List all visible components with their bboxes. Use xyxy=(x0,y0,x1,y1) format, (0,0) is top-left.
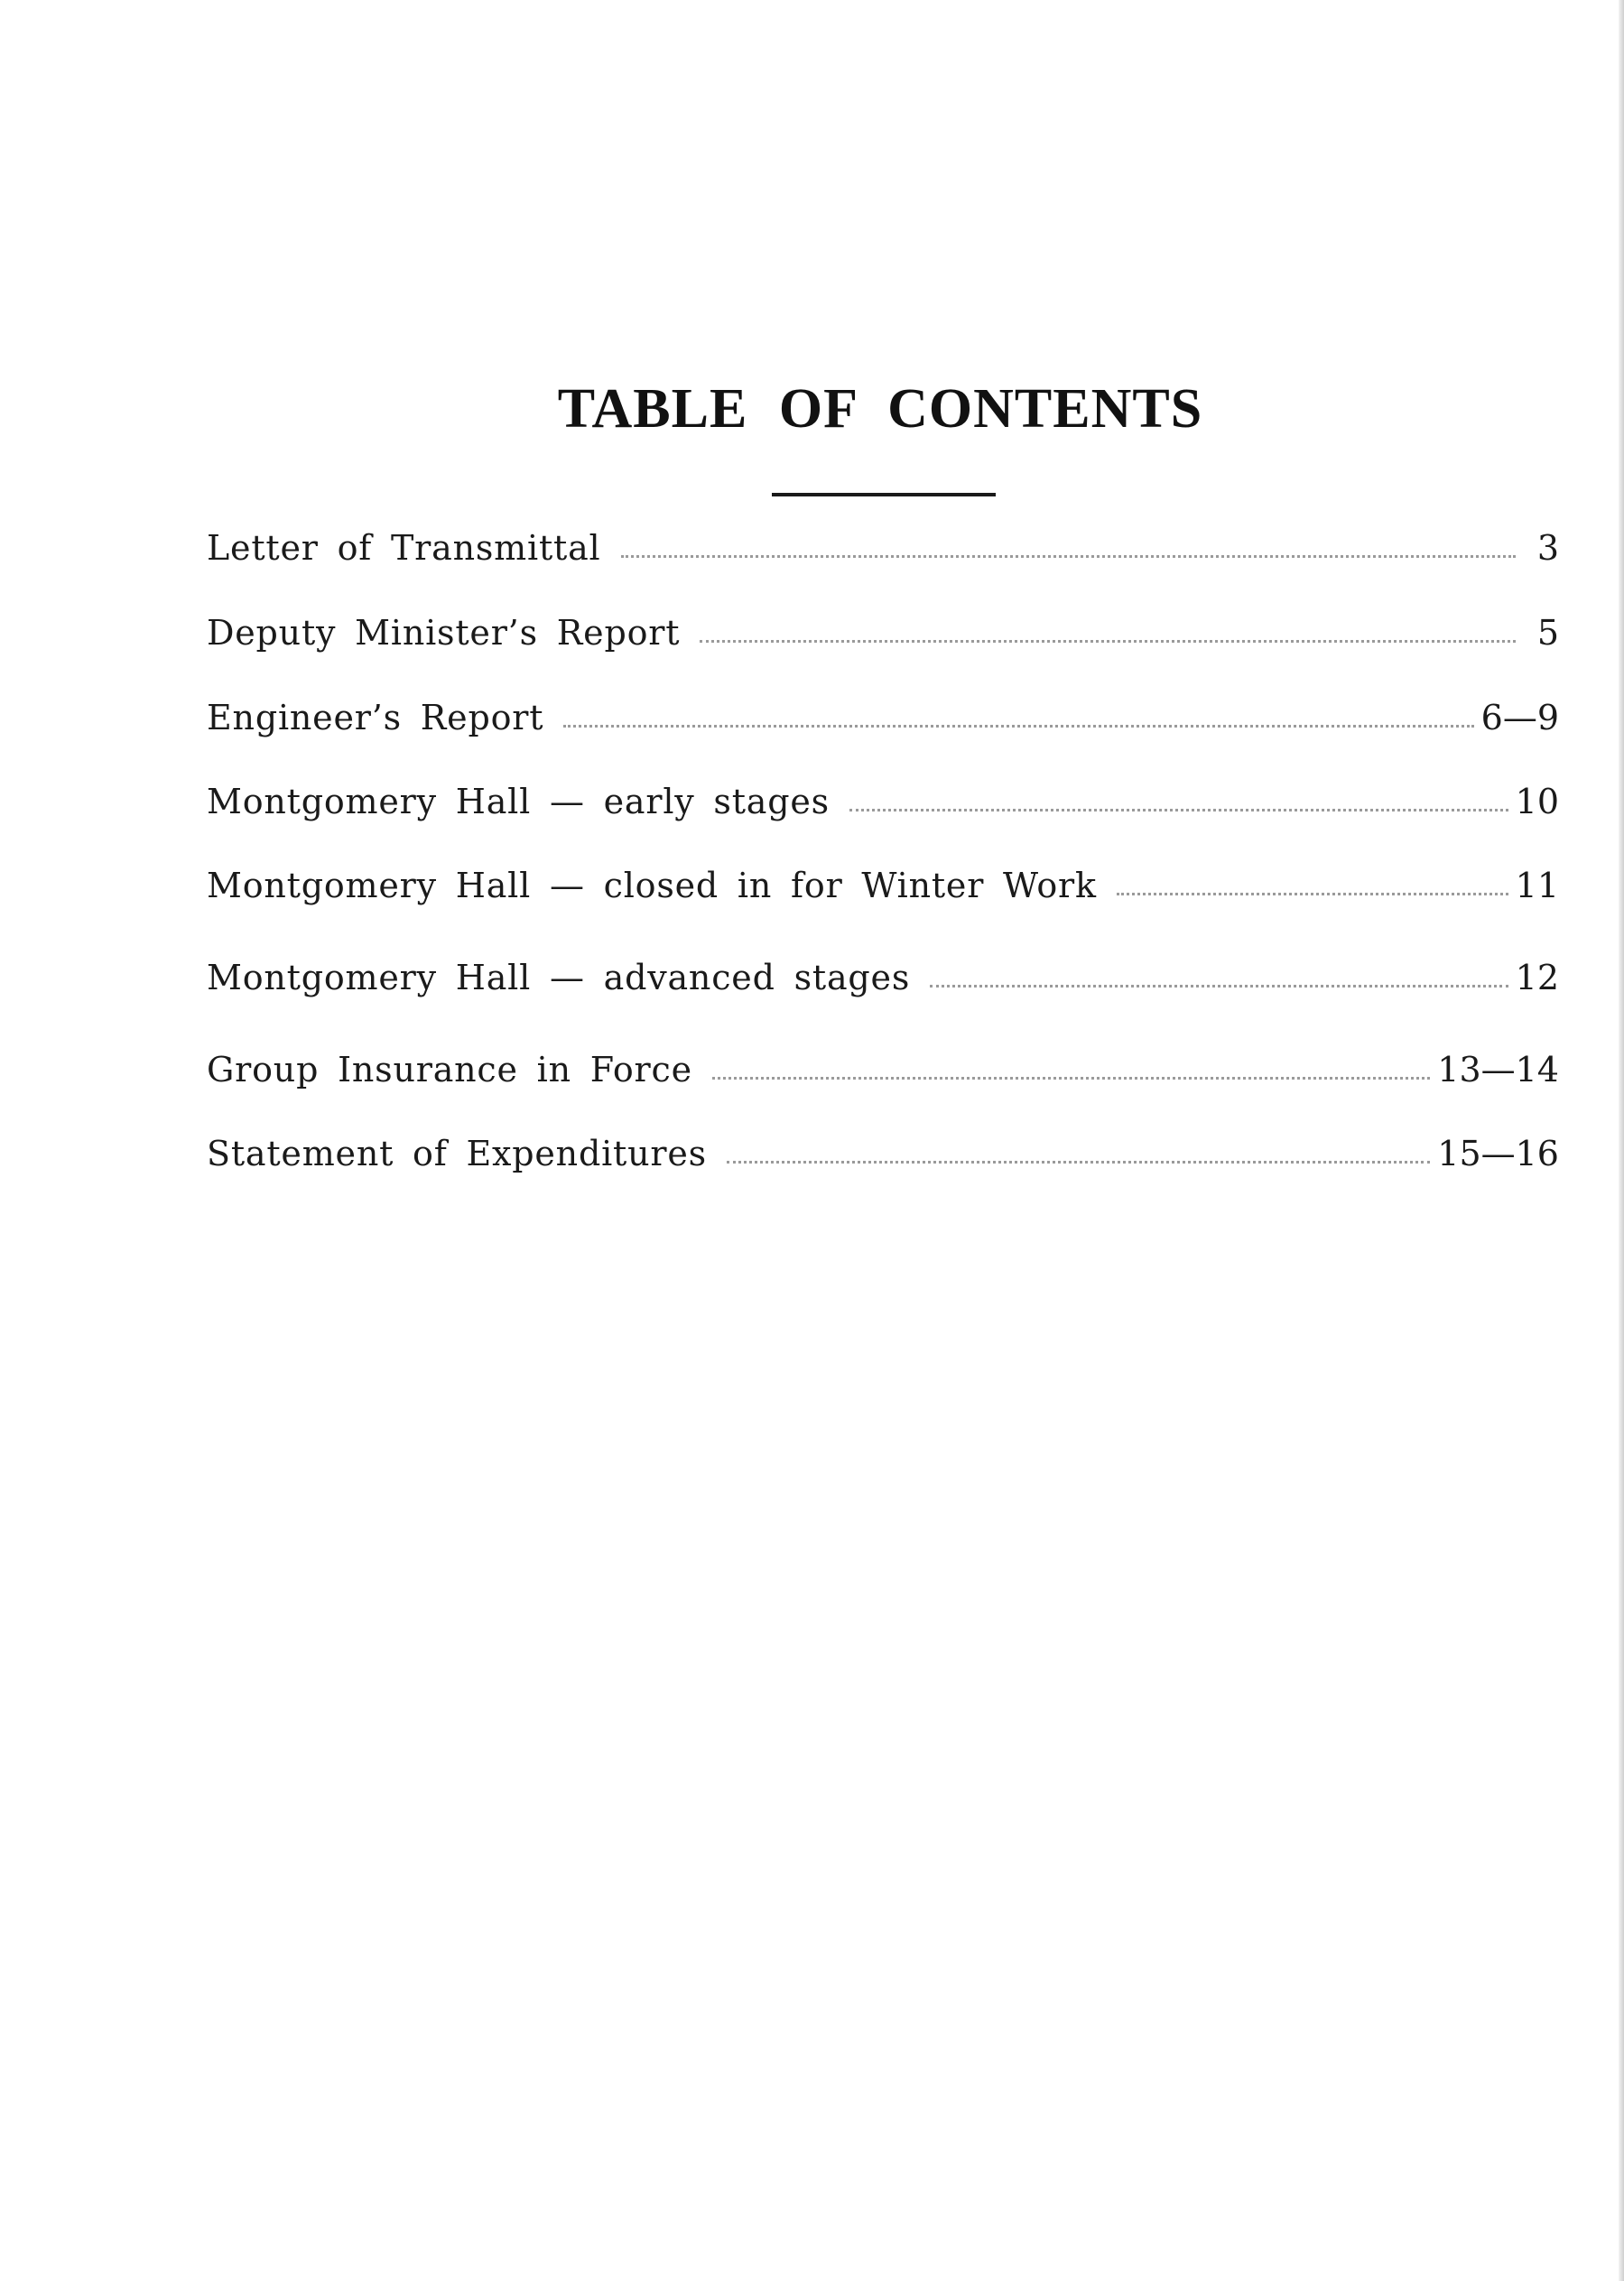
toc-entry-page: 3 xyxy=(1536,528,1559,568)
toc-entry-label: Letter of Transmittal xyxy=(207,528,601,568)
toc-entry-montgomery-hall-early-stages[interactable] xyxy=(207,782,1559,836)
page-title: TABLE OF CONTENTS xyxy=(557,378,1203,440)
title-underline-rule xyxy=(772,493,996,496)
toc-entry-page: 11 xyxy=(1515,866,1559,905)
dot-leader xyxy=(727,1157,1430,1164)
dot-leader xyxy=(930,981,1508,988)
toc-entry-letter-of-transmittal[interactable] xyxy=(207,528,1559,582)
toc-entry-montgomery-hall-winter-work[interactable] xyxy=(207,866,1559,920)
toc-entry-engineers-report[interactable] xyxy=(207,698,1559,752)
toc-entry-page: 13—14 xyxy=(1437,1050,1559,1090)
toc-entry-group-insurance-in-force[interactable] xyxy=(207,1050,1559,1104)
toc-entry-label: Montgomery Hall — advanced stages xyxy=(207,958,911,997)
toc-entry-label: Engineer’s Report xyxy=(207,698,544,737)
page-edge-shadow xyxy=(1619,0,1624,2281)
toc-entry-page: 6—9 xyxy=(1480,698,1559,737)
dot-leader xyxy=(1117,889,1508,895)
toc-entry-label: Group Insurance in Force xyxy=(207,1050,692,1090)
dot-leader xyxy=(563,721,1473,728)
toc-entry-page: 10 xyxy=(1515,782,1559,821)
toc-entry-label: Montgomery Hall — closed in for Winter Work xyxy=(207,866,1097,905)
toc-entry-label: Statement of Expenditures xyxy=(207,1134,707,1173)
toc-entry-montgomery-hall-advanced-stages[interactable] xyxy=(207,958,1559,1012)
toc-entry-statement-of-expenditures[interactable] xyxy=(207,1134,1559,1188)
toc-entry-label: Montgomery Hall — early stages xyxy=(207,782,830,821)
dot-leader xyxy=(621,552,1517,558)
dot-leader xyxy=(700,636,1516,643)
toc-entry-page: 5 xyxy=(1536,613,1559,653)
dot-leader xyxy=(849,805,1508,811)
toc-entry-deputy-ministers-report[interactable] xyxy=(207,613,1559,667)
toc-entry-label: Deputy Minister’s Report xyxy=(207,613,681,653)
toc-entry-page: 12 xyxy=(1515,958,1559,997)
dot-leader xyxy=(712,1073,1430,1080)
toc-entry-page: 15—16 xyxy=(1437,1134,1559,1173)
